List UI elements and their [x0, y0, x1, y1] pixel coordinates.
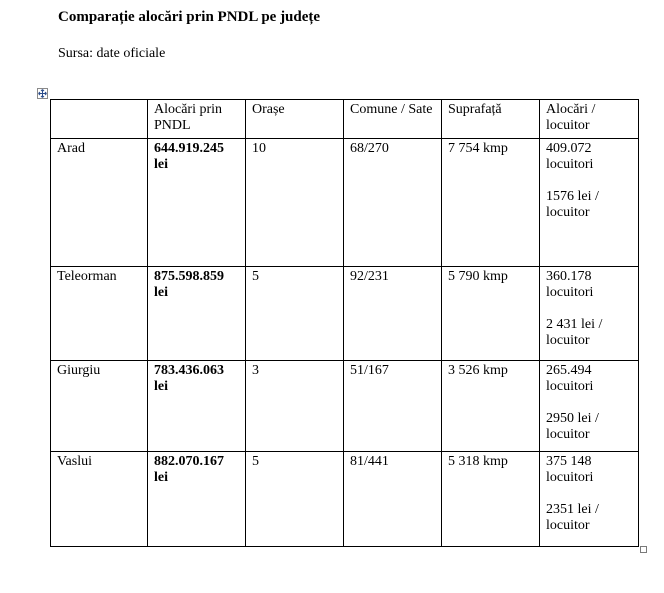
document-title: Comparație alocări prin PNDL pe județe [58, 9, 321, 25]
cities-cell: 3 [246, 361, 344, 452]
area-cell: 3 526 kmp [442, 361, 540, 452]
per-capita-cell [540, 267, 639, 361]
cities-cell: 5 [246, 452, 344, 547]
population-text: 360.178 locuitori [546, 269, 594, 300]
county-cell: Vaslui [51, 452, 148, 547]
communes-cell: 81/441 [344, 452, 442, 547]
per-capita-cell [540, 361, 639, 452]
area-cell: 5 318 kmp [442, 452, 540, 547]
allocation-cell: 882.070.167 lei [148, 452, 246, 547]
table-header-row [51, 100, 639, 139]
header-cell-cities: Orașe [246, 100, 344, 139]
header-cell-county [51, 100, 148, 139]
table-row [51, 267, 639, 361]
document-source: Sursa: date oficiale [58, 46, 166, 61]
area-cell: 7 754 kmp [442, 139, 540, 267]
communes-cell: 92/231 [344, 267, 442, 361]
per-capita-text: 1576 lei / locuitor [546, 189, 599, 220]
communes-cell: 51/167 [344, 361, 442, 452]
county-cell: Arad [51, 139, 148, 267]
per-capita-cell [540, 452, 639, 547]
county-cell: Teleorman [51, 267, 148, 361]
table-move-handle[interactable] [37, 88, 48, 99]
table-resize-handle[interactable] [640, 546, 647, 553]
per-capita-text: 2950 lei / locuitor [546, 411, 599, 442]
population-text: 409.072 locuitori [546, 141, 594, 172]
area-cell: 5 790 kmp [442, 267, 540, 361]
table-row [51, 452, 639, 547]
move-cross-icon [38, 89, 47, 98]
per-capita-text: 2 431 lei / locuitor [546, 317, 603, 348]
per-capita-cell [540, 139, 639, 267]
allocation-cell: 783.436.063 lei [148, 361, 246, 452]
allocation-cell: 875.598.859 lei [148, 267, 246, 361]
per-capita-text: 2351 lei / locuitor [546, 502, 599, 533]
county-cell: Giurgiu [51, 361, 148, 452]
communes-cell: 68/270 [344, 139, 442, 267]
table-row [51, 361, 639, 452]
header-cell-allocation: Alocări prin PNDL [148, 100, 246, 139]
header-cell-communes: Comune / Sate [344, 100, 442, 139]
population-text: 375 148 locuitori [546, 454, 594, 485]
allocations-table [50, 99, 639, 547]
cities-cell: 10 [246, 139, 344, 267]
header-cell-per-capita: Alocări / locuitor [540, 100, 639, 139]
header-cell-area: Suprafață [442, 100, 540, 139]
cities-cell: 5 [246, 267, 344, 361]
table-row [51, 139, 639, 267]
allocation-cell: 644.919.245 lei [148, 139, 246, 267]
population-text: 265.494 locuitori [546, 363, 594, 394]
